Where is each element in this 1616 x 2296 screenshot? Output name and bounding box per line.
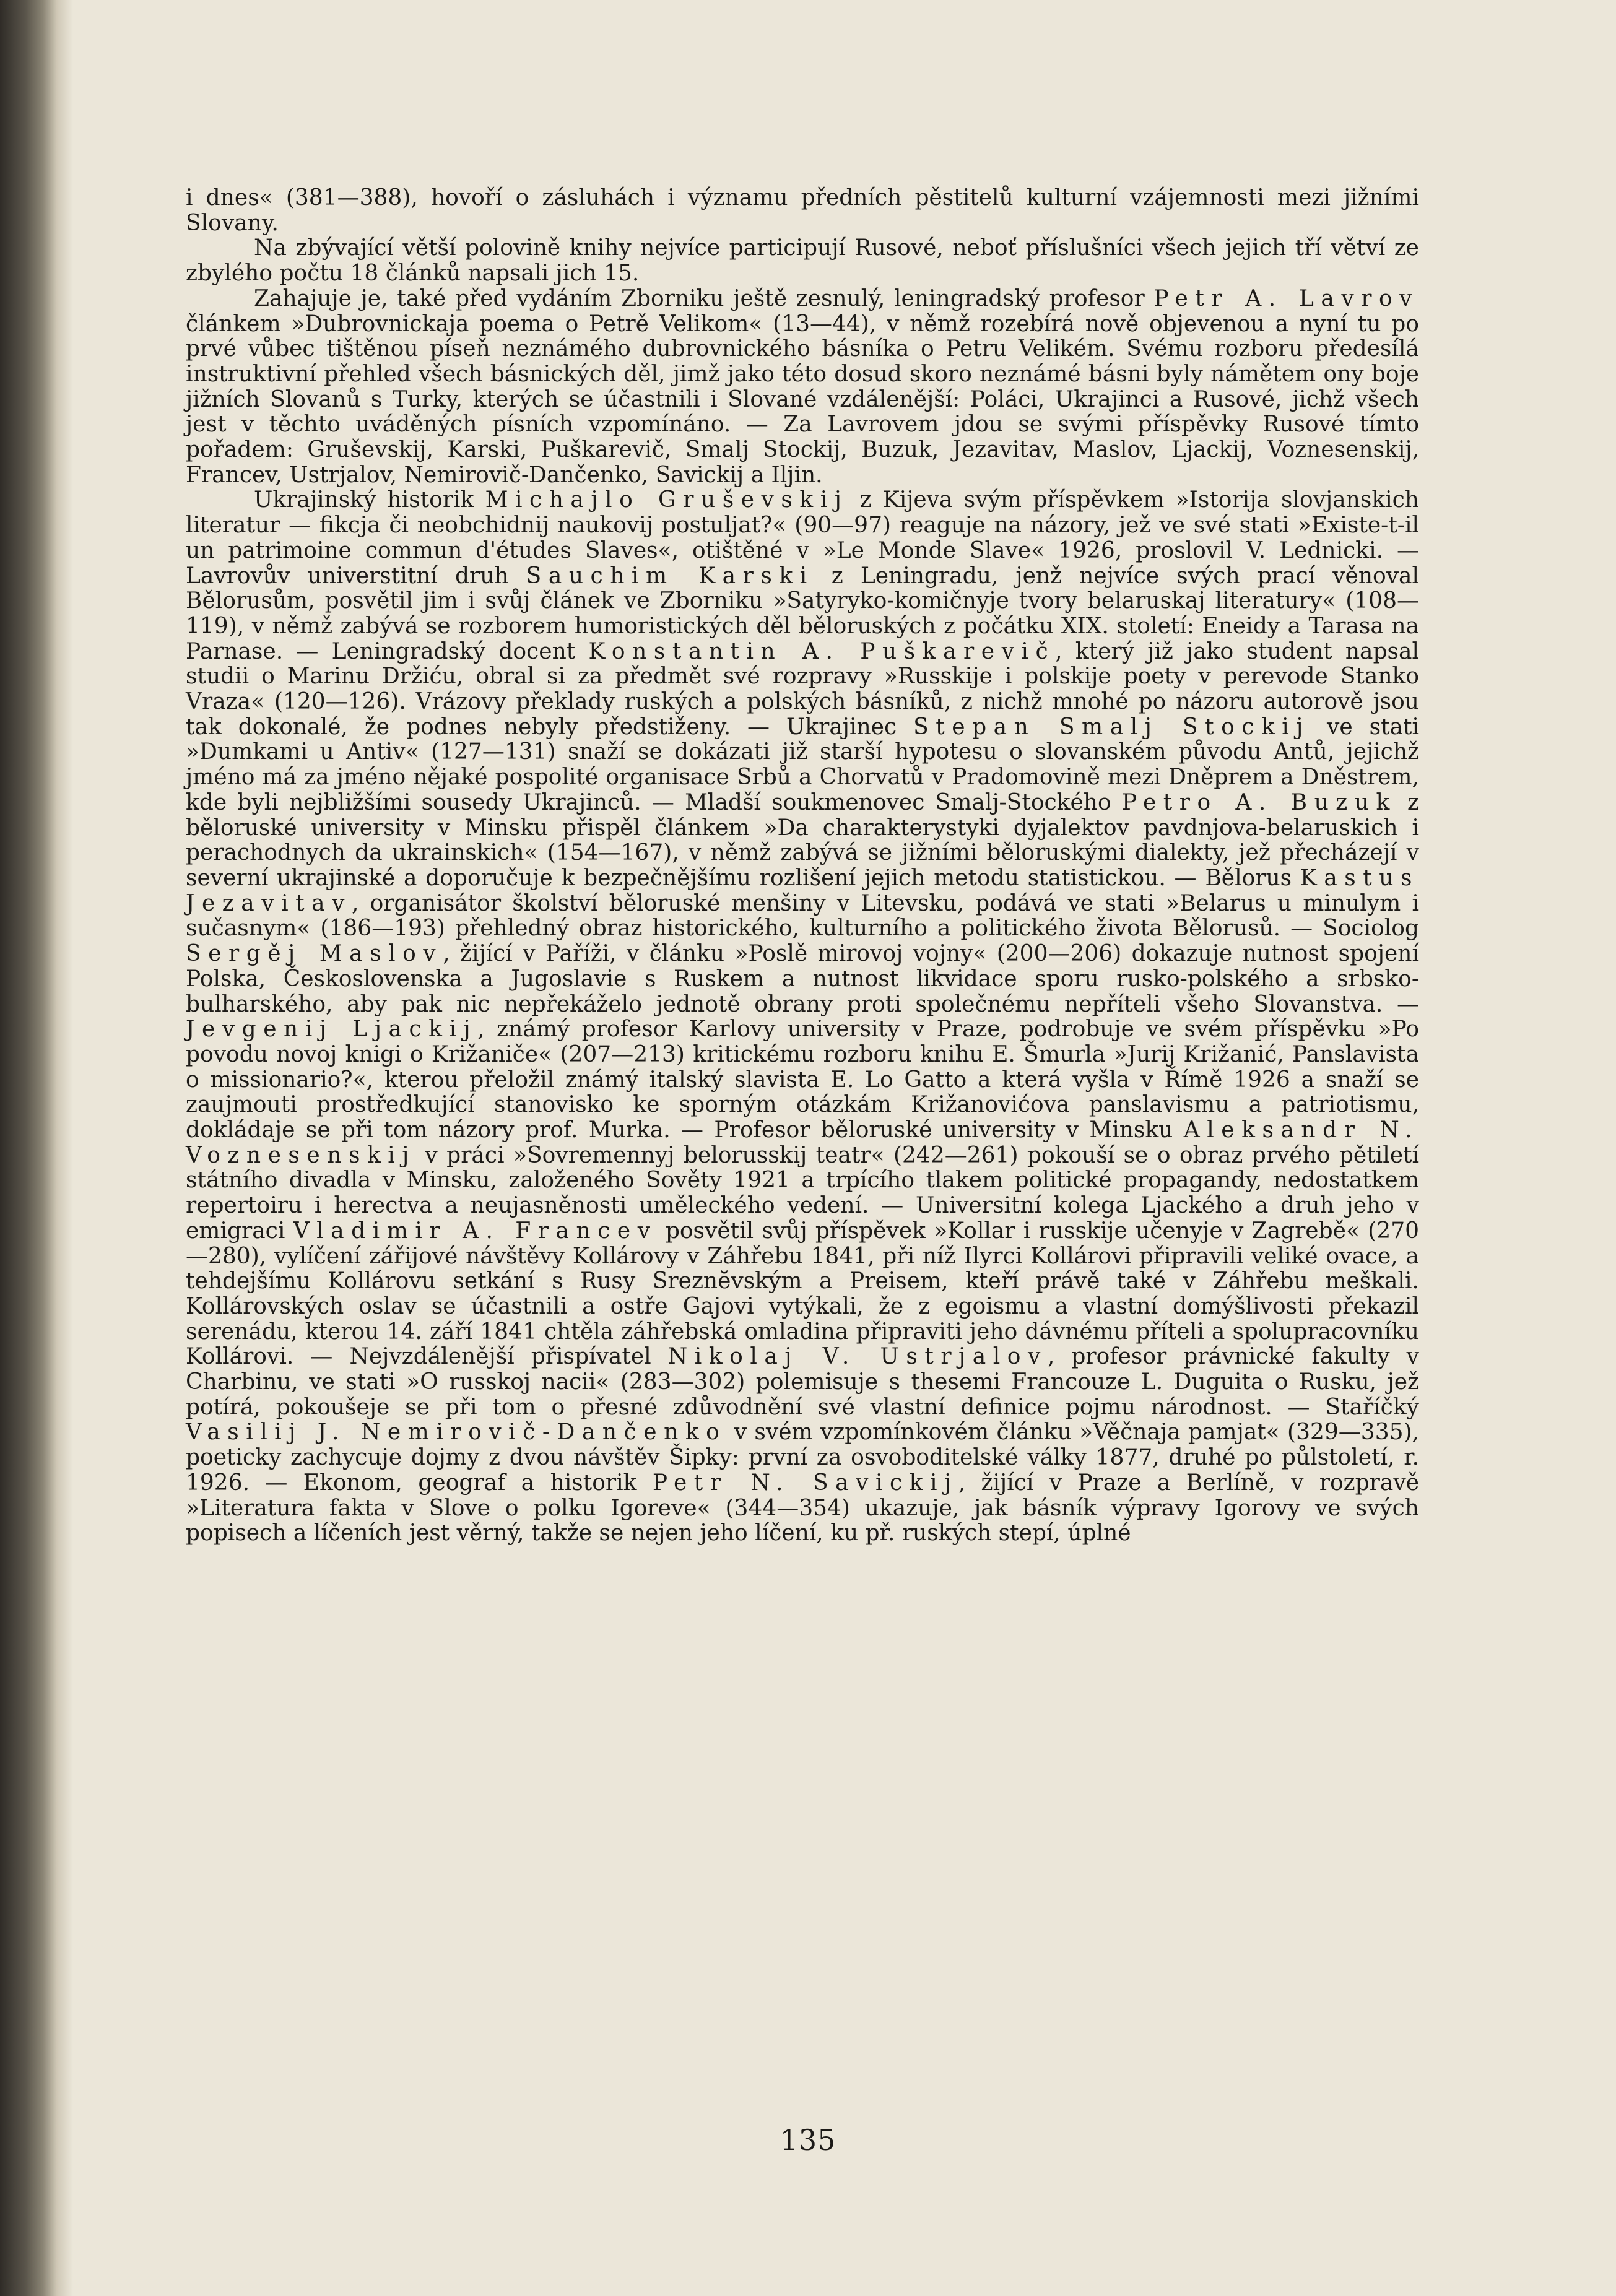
author-name: Aleksandr N. Voznesenskij <box>186 1117 1419 1168</box>
author-name: Sergěj Maslov <box>186 941 443 967</box>
author-name: Vladimir A. Francev <box>293 1218 658 1244</box>
text-run: Ukrajinský historik <box>254 487 485 513</box>
paragraph-3 <box>186 287 1419 488</box>
text-run: článkem »Dubrovnickaja poema o Petrě Velikom« (13—44), v němž rozebírá nově objevenou a nyní tu po prvé vůbec tištěnou píseň neznámého dubrovnického básníka o Petru Velikém. Svému rozboru předesílá instruktivní přehled všech básnických děl, jimž jako této dosud skoro neznámé básni byly námětem ony boje jižních Slovanů s Turky, kterých se účastnili i Slované vzdálenější: Poláci, Ukrajinci a Rusové, jichž všech jest v těchto uváděných písních vzpomínáno. — Za Lavrovem jdou se svými příspěvky Rusové tímto pořadem: Gruševskij, Karski, Puškarevič, Smalj Stockij, Buzuk, Jezavitav, Maslov, Ljackij, Voznesenskij, Francev, Ustrjalov, Nemirovič-Dančenko, Savickij a Iljin. <box>186 311 1419 488</box>
author-name: Petr A. Lavrov <box>1153 285 1419 311</box>
text-run: , organisátor školství běloruské menšiny v Litevsku, podává ve stati »Belarus u minulym i sučasnym« (186—193) přehledný obraz historického, kulturního a politického života Bělorusů. — Sociolog <box>186 890 1419 942</box>
author-name: Jevgenij Ljackij <box>186 1016 478 1042</box>
text-run: v svém vzpomínkovém článku »Věčnaja pamjat« (329—335), poeticky zachycuje dojmy z dvou návštěv Šipky: první za osvoboditelské války 1877, druhé po půlstoletí, r. 1926. — Ekonom, geograf a historik <box>186 1419 1419 1496</box>
author-name: Petr N. Savickij <box>652 1470 958 1496</box>
text-run: Na zbývající větší polovině knihy nejvíce participují Rusové, neboť příslušníci všech jejich tří větví ze zbylého počtu 18 článků napsali jich 15. <box>186 235 1419 287</box>
text-run: , známý profesor Karlovy university v Praze, podrobuje ve svém příspěvku »Po povodu novoj knigi o Križaniče« (207—213) kritickému rozboru knihu E. Šmurla »Jurij Križanić, Panslavista o missionario?«, kterou přeložil známý italský slavista E. Lo Gatto a která vyšla v Římě 1926 a snaží se zaujmouti prostředkující stanovisko ke sporným otázkám Križanovićova panslavismu a patriotismu, dokládaje se při tom názory prof. Murka. — Profesor běloruské university v Minsku <box>186 1016 1419 1143</box>
author-name: Nikolaj V. Ustrjalov <box>667 1344 1048 1370</box>
page-text-block <box>186 186 1419 1546</box>
text-run: , žijící v Praze a Berlíně, v rozpravě »Literatura fakta v Slove o polku Igoreve« (344—354) ukazuje, jak básník výpravy Igorovy ve svých popisech a líčeních jest věrný, takže se nejen jeho líčení, ku př. ruských stepí, úplné <box>186 1470 1419 1546</box>
text-run: , žijící v Paříži, v článku »Poslě mirovoj vojny« (200—206) dokazuje nutnost spojení Polska, Československa a Jugoslavie s Ruskem a nutnost likvidace sporu rusko-polského a srbsko-bulharského, aby pak nic nepřekáželo jednotě obrany proti společnému nepříteli všeho Slovanstva. — <box>186 941 1420 1017</box>
author-name: Michajlo Gruševskij <box>485 487 849 513</box>
book-gutter <box>57 0 73 2296</box>
text-run: z Leningradu, jenž nejvíce svých prací věnoval Bělorusům, posvětil jim i svůj článek ve Zborniku »Satyryko-komičnyje tvory belaruskaj literatury« (108—119), v němž zabývá se rozborem humoristických děl běloruských z počátku XIX. století: Eneidy a Tarasa na Parnase. — Leningradský docent <box>186 563 1420 664</box>
author-name: Sauchim Karski <box>526 563 814 589</box>
text-run: , který již jako student napsal studii o Marinu Držiću, obral si za předmět své rozpravy »Russkije i polskije poety v perevode Stanko Vraza« (120—126). Vrázovy překlady ruských a polských básníků, z nichž mnohé po názoru autorově jsou tak dokonalé, že podnes nebyly předstiženy. — Ukrajinec <box>186 638 1419 740</box>
paragraph-1 <box>186 186 1419 236</box>
text-run: posvětil svůj příspěvek »Kollar i russkije učenyje v Zagrebě« (270—280), vylíčení zářijové návštěvy Kollárovy v Záhřebu 1841, při níž Ilyrci Kollárovi připravili veliké ovace, a tehdejšímu Kollárovu setkání s Rusy Sreznĕvským a Preisem, kteří právě také v Záhřebu meškali. Kollárovských oslav se účastnili a ostře Gajovi vytýkali, že z egoismu a vlastní domýšlivosti překazil serenádu, kterou 14. září 1841 chtěla záhřebská omladina připraviti jeho dávnému příteli a spolupracovníku Kollárovi. — Nejvzdálenější přispívatel <box>186 1218 1420 1370</box>
author-name: Vasilij J. Nemirovič-Dančenko <box>186 1419 727 1445</box>
author-name: Stepan Smalj Stockij <box>913 714 1310 740</box>
paragraph-4 <box>186 488 1419 1546</box>
text-run: , profesor právnické fakulty v Charbinu, ve stati »O russkoj nacii« (283—302) polemisuje s thesemi Francouze L. Duguita o Rusku, jež potírá, pokoušeje se při tom o přesné zdůvodnění své vlastní definice pojmu národnost. — Staříčký <box>186 1344 1420 1420</box>
text-run: ve stati »Dumkami u Antiv« (127—131) snaží se dokázati již starší hypotesu o slovanském původu Antů, jejichž jméno má za jméno nějaké pospolité organisace Srbů a Chorvatů v Pradomovině mezi Dněprem a Dněstrem, kde byli nejbližšími sousedy Ukrajinců. — Mladší soukmenovec Smalj-Stockého <box>186 714 1419 815</box>
paragraph-2 <box>186 236 1419 286</box>
text-run: v práci »Sovremennyj belorusskij teatr« (242—261) pokouší se o obraz prvého pětiletí státního divadla v Minsku, založeného Sověty 1921 a trpícího tlakem politické propagandy, nedostatkem repertoiru i herectva a neujasněnosti uměleckého vedení. — Universitní kolega Ljackého a druh jeho v emigraci <box>186 1142 1419 1244</box>
text-run: z Kijeva svým příspěvkem »Istorija slovjanskich literatur — fikcja či neobchidnij naukovij postuljat?« (90—97) reaguje na názory, jež ve své stati »Existe-t-il un patrimoine commun d'études Slaves«, otištěné v »Le Monde Slave« 1926, proslovil V. Lednicki. — Lavrovův universtitní druh <box>186 487 1419 589</box>
author-name: Konstantin A. Puškarevič <box>588 638 1056 664</box>
author-name: Kastus Jezavitav <box>186 865 1419 916</box>
text-run: Zahajuje je, také před vydáním Zborniku ještě zesnulý, leningradský profesor <box>254 285 1154 311</box>
book-binding-shadow <box>0 0 57 2296</box>
page-number: 135 <box>780 2123 836 2157</box>
text-run: i dnes« (381—388), hovoří o zásluhách i významu předních pěstitelů kulturní vzájemnosti mezi jižními Slovany. <box>186 185 1419 236</box>
text-run: z běloruské university v Minsku přispěl článkem »Da charakterystyki dyjalektov pavdnjova-belaruskich i perachodnych da ukrainskich« (154—167), v němž zabývá se jižními běloruskými dialekty, jež přecházejí v severní ukrajinské a doporučuje k bezpečnějšímu rozlišení jejich metodu statistickou. — Bělorus <box>186 789 1419 891</box>
author-name: Petro A. Buzuk <box>1121 789 1397 815</box>
